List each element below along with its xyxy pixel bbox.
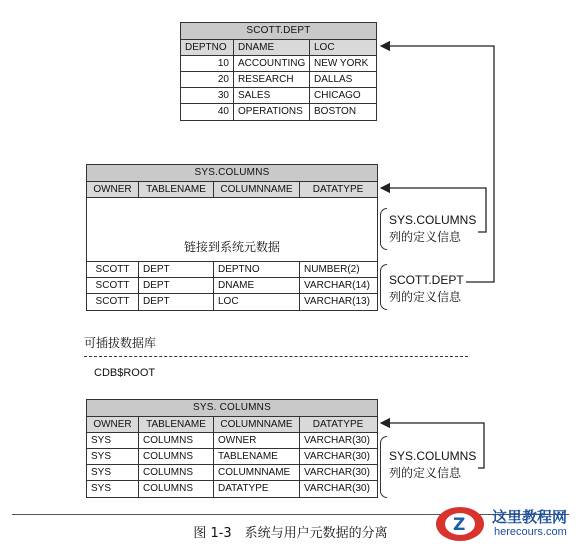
figure-caption: 图 1-3 系统与用户元数据的分离 — [193, 526, 388, 541]
cdb-sys-columns-note-title: SYS.COLUMNS — [389, 449, 477, 463]
columnname-cell: COLUMNNAME — [214, 465, 300, 480]
table-row — [87, 481, 377, 497]
cdb-sys-columns-title: SYS. COLUMNS — [87, 400, 377, 417]
svg-text:Z: Z — [453, 515, 466, 535]
col-tablename-header: TABLENAME — [139, 182, 214, 197]
cdb-columns-brace — [380, 436, 387, 498]
dname-cell: ACCOUNTING — [234, 56, 310, 71]
tablename-cell: DEPT — [139, 262, 214, 277]
col-datatype-header: DATATYPE — [312, 419, 364, 430]
owner-cell: SCOTT — [87, 294, 139, 310]
deptno-cell: 20 — [181, 72, 234, 87]
owner-cell: SYS — [87, 433, 139, 448]
datatype-cell: VARCHAR(14) — [304, 280, 370, 291]
columnname-cell: TABLENAME — [214, 449, 300, 464]
scott-dept-note-desc: 列的定义信息 — [389, 290, 462, 304]
watermark-brand: 这里教程网 — [492, 508, 568, 526]
pdb-columns-brace — [380, 208, 387, 250]
cdb-root-label: CDB$ROOT — [94, 367, 156, 379]
dname-cell: RESEARCH — [234, 72, 310, 87]
dept-table — [180, 22, 377, 121]
cdb-sys-columns-note-desc: 列的定义信息 — [389, 466, 462, 480]
watermark-logo — [432, 504, 568, 549]
watermark-badge-icon — [432, 504, 494, 544]
owner-cell: SYS — [87, 449, 139, 464]
pdb-sys-columns-title: SYS.COLUMNS — [87, 165, 377, 182]
owner-cell: SCOTT — [87, 262, 139, 277]
owner-cell: SCOTT — [87, 278, 139, 293]
watermark-url: herecours.com — [494, 526, 567, 538]
cdb-columns-header-row — [87, 417, 377, 433]
tablename-cell: DEPT — [139, 278, 214, 293]
datatype-cell: VARCHAR(30) — [304, 467, 370, 478]
system-metadata-link-text: 链接到系统元数据 — [183, 240, 280, 254]
sys-columns-note-desc: 列的定义信息 — [389, 230, 462, 244]
sys-columns-note — [389, 212, 476, 246]
col-deptno-header: DEPTNO — [181, 40, 234, 55]
datatype-cell: NUMBER(2) — [304, 264, 360, 275]
tablename-cell: DEPT — [139, 294, 214, 310]
dname-cell: OPERATIONS — [234, 104, 310, 120]
columnname-cell: DATATYPE — [214, 481, 300, 497]
table-row — [87, 449, 377, 465]
col-owner-header: OWNER — [87, 417, 139, 432]
datatype-cell: VARCHAR(30) — [304, 483, 370, 494]
loc-cell: NEW YORK — [314, 58, 369, 69]
deptno-cell: 10 — [181, 56, 234, 71]
table-row — [181, 104, 376, 120]
table-row — [87, 278, 377, 294]
table-row — [87, 262, 377, 278]
col-columnname-header: COLUMNNAME — [214, 417, 300, 432]
columnname-cell: OWNER — [214, 433, 300, 448]
tablename-cell: COLUMNS — [139, 481, 214, 497]
loc-cell: CHICAGO — [314, 90, 361, 101]
pdb-sys-columns-table — [86, 164, 378, 311]
dept-table-title: SCOTT.DEPT — [181, 23, 376, 40]
sys-columns-note-title: SYS.COLUMNS — [389, 213, 477, 227]
table-row — [87, 294, 377, 310]
deptno-cell: 30 — [181, 88, 234, 103]
deptno-cell: 40 — [181, 104, 234, 120]
pdb-label: 可插拔数据库 — [84, 336, 157, 350]
cdb-sys-columns-note — [389, 448, 476, 482]
system-metadata-link-area — [87, 198, 377, 262]
dept-definition-brace — [380, 264, 387, 310]
tablename-cell: COLUMNS — [139, 449, 214, 464]
loc-cell: DALLAS — [314, 74, 353, 85]
columnname-cell: LOC — [214, 294, 300, 310]
datatype-cell: VARCHAR(30) — [304, 451, 370, 462]
col-tablename-header: TABLENAME — [139, 417, 214, 432]
owner-cell: SYS — [87, 481, 139, 497]
table-row — [181, 72, 376, 88]
columnname-cell: DNAME — [214, 278, 300, 293]
col-dname-header: DNAME — [234, 40, 310, 55]
scott-dept-note — [389, 272, 464, 306]
columnname-cell: DEPTNO — [214, 262, 300, 277]
col-loc-header: LOC — [314, 42, 335, 53]
dept-definition-arrow — [381, 46, 494, 282]
table-row — [87, 465, 377, 481]
table-row — [181, 88, 376, 104]
owner-cell: SYS — [87, 465, 139, 480]
datatype-cell: VARCHAR(30) — [304, 435, 370, 446]
col-columnname-header: COLUMNNAME — [214, 182, 300, 197]
container-divider — [84, 356, 468, 357]
col-owner-header: OWNER — [87, 182, 139, 197]
scott-dept-note-title: SCOTT.DEPT — [389, 273, 464, 287]
dname-cell: SALES — [234, 88, 310, 103]
tablename-cell: COLUMNS — [139, 465, 214, 480]
pdb-columns-header-row — [87, 182, 377, 198]
table-row — [87, 433, 377, 449]
col-datatype-header: DATATYPE — [312, 184, 364, 195]
tablename-cell: COLUMNS — [139, 433, 214, 448]
datatype-cell: VARCHAR(13) — [304, 296, 370, 307]
table-row — [181, 56, 376, 72]
cdb-sys-columns-table — [86, 399, 378, 498]
loc-cell: BOSTON — [314, 106, 357, 117]
dept-header-row — [181, 40, 376, 56]
